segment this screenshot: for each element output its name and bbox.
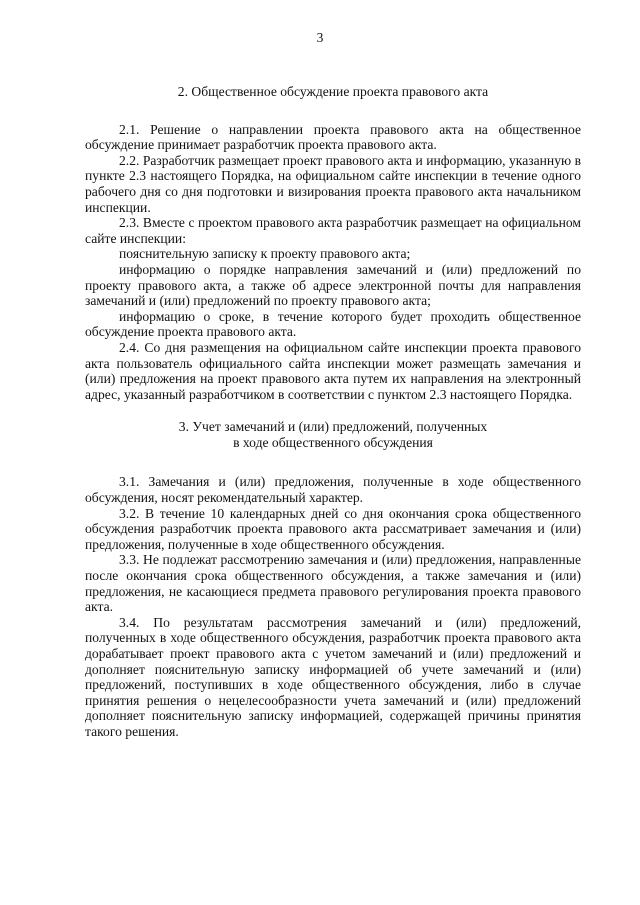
paragraph-2-3-item-2: информацию о порядке направления замечаний и (или) предложений по проекту правового акта, а также об адресе электронной почты для направления замечаний и (или) предложений по проекту правового акта; [85, 261, 581, 309]
page-number: 3 [316, 30, 324, 45]
paragraph-2-1: 2.1. Решение о направлении проекта правового акта на общественное обсуждение принимает разработчик проекта правового акта. [85, 121, 581, 153]
document-body [85, 84, 581, 740]
paragraph-3-1: 3.1. Замечания и (или) предложения, полученные в ходе общественного обсуждения, носят рекомендательный характер. [85, 474, 581, 506]
paragraph-3-2: 3.2. В течение 10 календарных дней со дня окончания срока общественного обсуждения разработчик проекта правового акта рассматривает замечания и (или) предложения, полученные в ходе общественного обсуждения. [85, 505, 581, 552]
paragraph-3-4: 3.4. По результатам рассмотрения замечаний и (или) предложений, полученных в ходе общественного обсуждения, разработчик проекта правового акта дорабатывает проект правового акта с учетом замечаний и (или) предложений и дополняет пояснительную записку информацией об учете замечаний и (или) предложений, поступивших в ходе общественного обсуждения, либо в случае принятия решения о нецелесообразности учета замечаний и (или) предложений дополняет пояснительную записку информацией, содержащей причины принятия такого решения. [85, 614, 581, 739]
paragraph-2-3-item-3: информацию о сроке, в течение которого будет проходить общественное обсуждение проекта правового акта. [85, 308, 581, 340]
paragraph-2-2: 2.2. Разработчик размещает проект правового акта и информацию, указанную в пункте 2.3 настоящего Порядка, на официальном сайте инспекции в течение одного рабочего дня со дня подготовки и визирования проекта правового акта начальником инспекции. [85, 152, 581, 215]
paragraph-2-4: 2.4. Со дня размещения на официальном сайте инспекции проекта правового акта пользователь официального сайта инспекции может размещать замечания и (или) предложения на проект правового акта путем их направления на электронный адрес, указанный разработчиком в соответствии с пунктом 2.3 настоящего Порядка. [85, 339, 581, 402]
section-3-heading-line-2: в ходе общественного обсуждения [233, 434, 433, 450]
paragraph-2-3-item-1: пояснительную записку к проекту правового акта; [119, 246, 411, 262]
section-3-heading [85, 419, 581, 450]
paragraph-2-3: 2.3. Вместе с проектом правового акта разработчик размещает на официальном сайте инспекции: [85, 215, 581, 246]
paragraph-3-3: 3.3. Не подлежат рассмотрению замечания и (или) предложения, направленные после окончания срока общественного обсуждения, а также замечания и (или) предложения, не касающиеся предмета правового регулирования проекта правового акта. [85, 552, 581, 615]
section-2-heading: 2. Общественное обсуждение проекта правового акта [177, 84, 489, 99]
section-3-heading-line-1: 3. Учет замечаний и (или) предложений, полученных [178, 419, 488, 435]
